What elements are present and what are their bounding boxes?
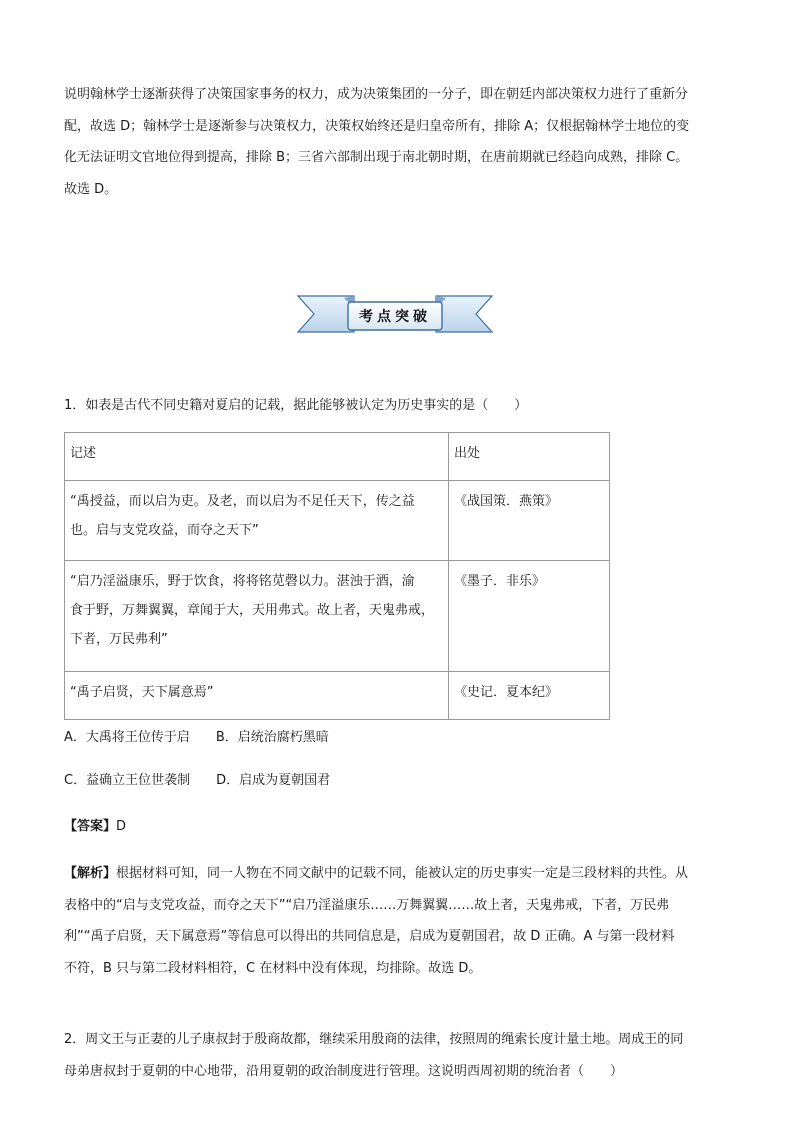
banner-title: 考点突破 [359, 309, 431, 325]
table-header-cell: 记述 [65, 433, 449, 481]
analysis-line: 不符，B 只与第二段材料相符，C 在材料中没有体现，均排除。故选 D。 [64, 960, 482, 976]
options-line: A．大禹将王位传于启 B．启统治腐朽黑暗 [64, 730, 329, 745]
table-header-cell: 出处 [449, 433, 610, 481]
answer-label: 【答案】 [64, 819, 117, 834]
analysis-line: 利”“禹子启贤，天下属意焉”等信息可以得出的共同信息是，启成为夏朝国君，故 D 正确。A 与第一段材料 [64, 929, 675, 944]
intro-line: 配，故选 D；翰林学士是逐渐参与决策权力，决策权始终还是归皇帝所有，排除 A；仅根据翰林学士地位的变 [64, 118, 690, 134]
table-row [65, 561, 610, 672]
analysis-line: 【解析】根据材料可知，同一人物在不同文献中的记载不同，能被认定的历史事实一定是三段材料的共性。从 [64, 866, 689, 881]
answer [64, 816, 126, 838]
intro-line: 化无法证明文官地位得到提高，排除 B；三省六部制出现于南北朝时期，在唐前期就已经趋向成熟，排除 C。 [64, 150, 689, 165]
question-2-line: 母弟唐叔封于夏朝的中心地带，沿用夏朝的政治制度进行管理。这说明西周初期的统治者（ ） [64, 1063, 624, 1079]
intro-line: 故选 D。 [64, 181, 118, 197]
source-table [64, 432, 610, 720]
source-cell: 《史记．夏本纪》 [449, 672, 610, 720]
source-cell: 《战国策．燕策》 [449, 481, 610, 561]
analysis-paragraph [64, 858, 732, 984]
analysis-line: 表格中的“启与支党攻益，而夺之天下”“启乃淫溢康乐……万舞翼翼……故上者，天鬼弗戒，下者，万民弗 [64, 897, 670, 913]
table-header-row [65, 433, 610, 481]
table-row [65, 481, 610, 561]
question-1-stem: 1．如表是古代不同史籍对夏启的记载，据此能够被认定为历史事实的是（ ） [64, 398, 528, 413]
record-cell: “禹授益，而以启为吏。及老，而以启为不足任天下，传之益 也。启与支党攻益，而夺之天下” [65, 481, 449, 561]
question-2-line: 2．周文王与正妻的儿子康叔封于殷商故都，继续采用殷商的法律，按照周的绳索长度计量土地。周成王的同 [64, 1032, 684, 1047]
table-row [65, 672, 610, 720]
record-cell: “启乃淫溢康乐，野于饮食，将将铭苋磬以力。湛浊于酒，渝 食于野，万舞翼翼，章闻于大，天用弗式。故上者，天鬼弗戒， 下者，万民弗利” [65, 561, 449, 672]
intro-line: 说明翰林学士逐渐获得了决策国家事务的权力，成为决策集团的一分子，即在朝廷内部决策权力进行了重新分 [64, 87, 689, 102]
record-cell: “禹子启贤，天下属意焉” [65, 672, 449, 720]
source-cell: 《墨子．非乐》 [449, 561, 610, 672]
options-line: C．益确立王位世袭制 D．启成为夏朝国君 [64, 773, 331, 788]
question-2-stem [64, 1024, 732, 1087]
answer-value: D [116, 819, 127, 834]
intro-paragraph [64, 79, 732, 205]
analysis-label: 【解析】 [64, 866, 117, 881]
section-banner [296, 292, 494, 340]
